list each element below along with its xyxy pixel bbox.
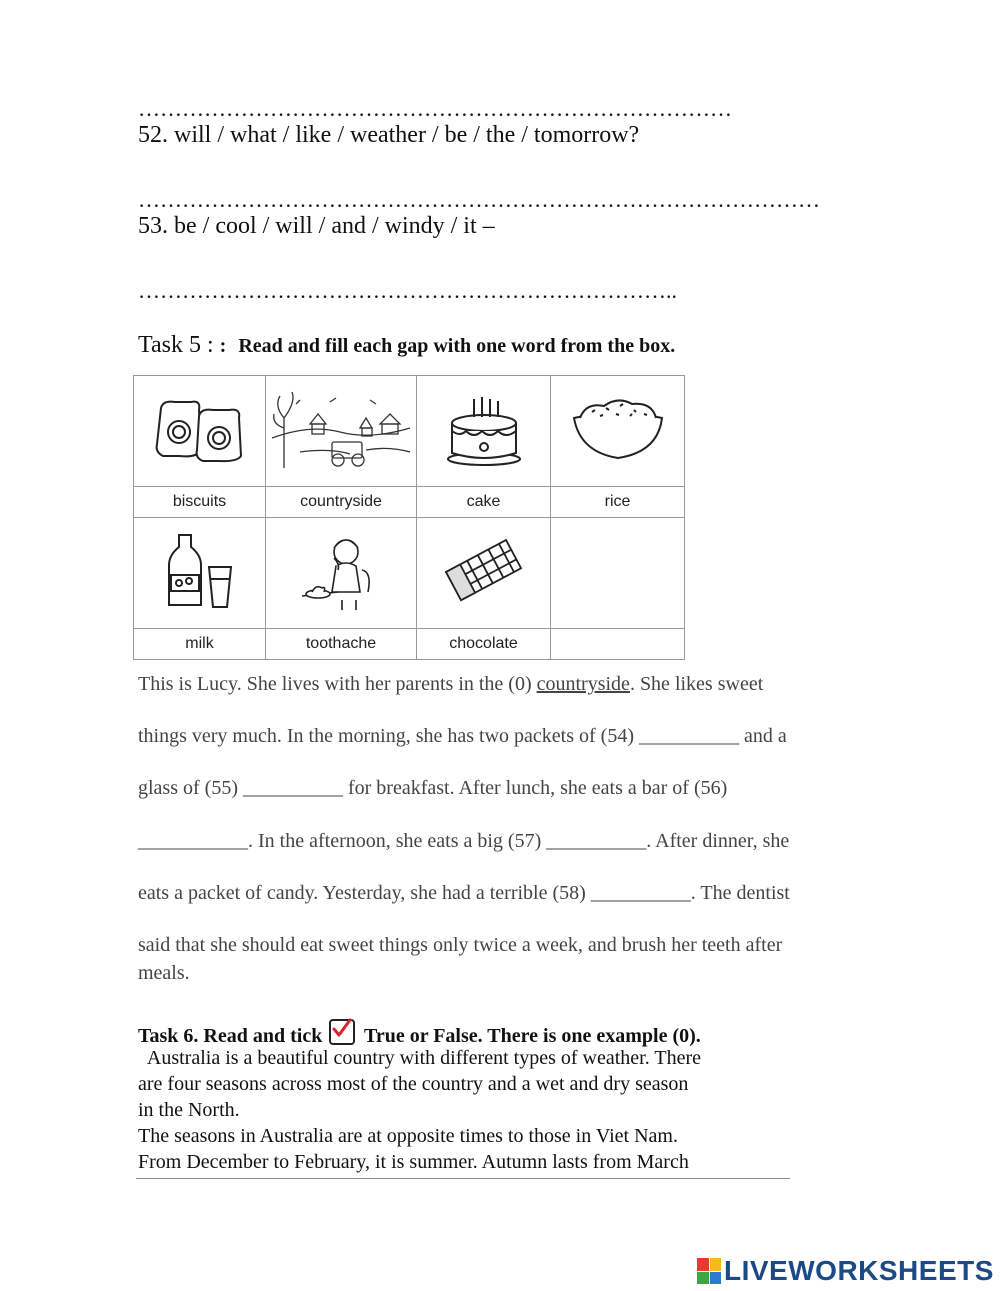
passage-line-4: ___________. In the afternoon, she eats a big (57) __________. After dinner, she (138, 830, 790, 852)
toothache-icon (298, 530, 384, 612)
passage-line-1-end: . She likes sweet (629, 673, 764, 695)
task6-line-1: Australia is a beautiful country with different types of weather. There (138, 1047, 701, 1069)
cake-icon (444, 389, 524, 469)
logo-squares-icon (697, 1258, 721, 1284)
tick-box-icon (329, 1019, 355, 1045)
passage-line-5: eats a packet of candy. Yesterday, she had a terrible (58) __________. The dentist (138, 882, 790, 904)
passage-line-7: meals. (138, 962, 190, 984)
countryside-picture (266, 376, 417, 487)
task6-title-start: Task 6. Read and tick (138, 1025, 328, 1047)
empty-picture-cell (551, 518, 685, 629)
chocolate-icon (444, 536, 524, 606)
answer-line-53[interactable]: ……………………………………………………………….. (138, 278, 677, 303)
chocolate-picture (417, 518, 551, 629)
word-rice: rice (551, 487, 685, 518)
rice-picture (551, 376, 685, 487)
word-toothache: toothache (266, 629, 417, 660)
passage-line-3: glass of (55) __________ for breakfast. After lunch, she eats a bar of (56) (138, 777, 728, 799)
word-biscuits: biscuits (134, 487, 266, 518)
task6-line-2: are four seasons across most of the country and a wet and dry season (138, 1073, 689, 1095)
milk-icon (165, 531, 235, 611)
task6-title-end: True or False. There is one example (0). (359, 1025, 701, 1047)
cake-picture (417, 376, 551, 487)
word-empty (551, 629, 685, 660)
toothache-picture (266, 518, 417, 629)
logo-text: LIVEWORKSHEETS (724, 1255, 994, 1286)
question-52: 52. will / what / like / weather / be / the / tomorrow? (138, 122, 640, 148)
example-answer: countryside (536, 673, 630, 695)
passage-line-1-text: This is Lucy. She lives with her parents in the (0) (138, 673, 537, 695)
task5-label: Task 5 : (138, 332, 220, 358)
countryside-icon (270, 388, 412, 470)
milk-picture (134, 518, 266, 629)
page-cut-rule (136, 1178, 790, 1179)
passage-line-1 (138, 673, 763, 696)
rice-icon (570, 396, 666, 462)
liveworksheets-logo[interactable] (697, 1254, 994, 1288)
task5-colon: : (219, 335, 227, 357)
task6-heading (138, 1019, 701, 1048)
word-countryside: countryside (266, 487, 417, 518)
word-box (133, 375, 685, 660)
answer-line-51[interactable]: ……………………………………………………………………… (138, 96, 732, 121)
task6-line-4: The seasons in Australia are at opposite times to those in Viet Nam. (138, 1125, 678, 1147)
word-milk: milk (134, 629, 266, 660)
task5-instruction: Read and fill each gap with one word from the box. (238, 335, 676, 357)
task6-line-3: in the North. (138, 1099, 240, 1121)
passage-line-2: things very much. In the morning, she has two packets of (54) __________ and a (138, 725, 787, 747)
passage-line-6: said that she should eat sweet things only twice a week, and brush her teeth after (138, 934, 783, 956)
word-chocolate: chocolate (417, 629, 551, 660)
question-53: 53. be / cool / will / and / windy / it – (138, 213, 495, 239)
biscuits-picture (134, 376, 266, 487)
task6-line-5: From December to February, it is summer. Autumn lasts from March (138, 1151, 689, 1173)
word-cake: cake (417, 487, 551, 518)
task5-heading (138, 332, 675, 359)
biscuits-icon (153, 394, 247, 464)
answer-line-52[interactable]: ………………………………………………………………………………… (138, 187, 820, 212)
